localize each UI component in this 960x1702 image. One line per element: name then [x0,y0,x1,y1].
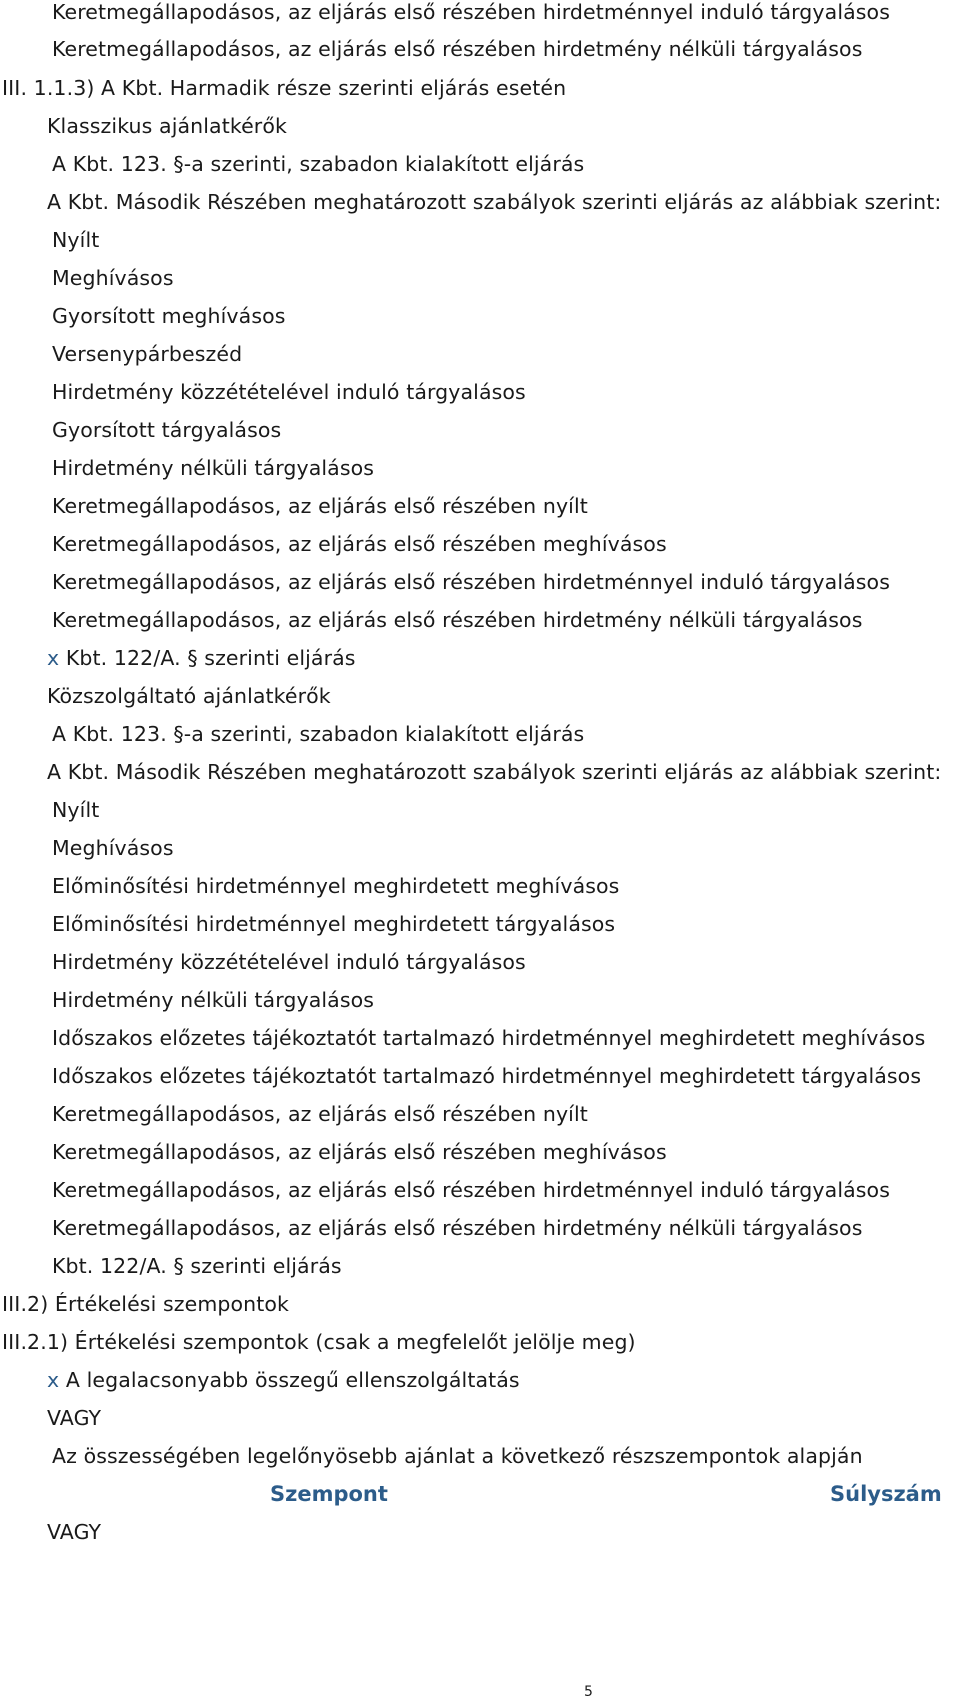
weight-column-header: Súlyszám [830,1482,942,1506]
list-item: Nyílt [52,798,100,822]
list-item: Keretmegállapodásos, az eljárás első részében meghívásos [52,532,667,556]
list-item: Időszakos előzetes tájékoztatót tartalmazó hirdetménnyel meghirdetett meghívásos [52,1026,926,1050]
checked-list-item: x Kbt. 122/A. § szerinti eljárás [47,646,356,670]
list-item: Gyorsított meghívásos [52,304,286,328]
list-item: Meghívásos [52,836,174,860]
list-item: Előminősítési hirdetménnyel meghirdetett tárgyalásos [52,912,616,936]
list-item: Hirdetmény közzétételével induló tárgyalásos [52,950,526,974]
text-line: A Kbt. Második Részében meghatározott szabályok szerinti eljárás az alábbiak szerint: [47,760,942,784]
list-item: Keretmegállapodásos, az eljárás első részében hirdetménnyel induló tárgyalásos [52,1178,890,1202]
list-item: Keretmegállapodásos, az eljárás első részében hirdetmény nélküli tárgyalásos [52,608,863,632]
list-item: Meghívásos [52,266,174,290]
list-item: Előminősítési hirdetménnyel meghirdetett meghívásos [52,874,620,898]
section-heading: III. 1.1.3) A Kbt. Harmadik része szerinti eljárás esetén [2,76,567,100]
separator-text: VAGY [47,1406,102,1430]
text-line: A Kbt. 123. §-a szerinti, szabadon kialakított eljárás [52,152,585,176]
list-item: Gyorsított tárgyalásos [52,418,282,442]
list-item: Hirdetmény közzétételével induló tárgyalásos [52,380,526,404]
check-mark: x [47,646,60,670]
list-item: Keretmegállapodásos, az eljárás első részében hirdetmény nélküli tárgyalásos [52,1216,863,1240]
page-number: 5 [584,1684,593,1700]
text-line: Keretmegállapodásos, az eljárás első részében hirdetmény nélküli tárgyalásos [52,37,863,61]
list-item: Kbt. 122/A. § szerinti eljárás [52,1254,342,1278]
list-item: Keretmegállapodásos, az eljárás első részében nyílt [52,494,588,518]
list-item: Keretmegállapodásos, az eljárás első részében hirdetménnyel induló tárgyalásos [52,570,890,594]
check-mark: x [47,1368,60,1392]
list-item: Keretmegállapodásos, az eljárás első részében meghívásos [52,1140,667,1164]
section-heading: III.2.1) Értékelési szempontok (csak a megfelelőt jelölje meg) [2,1330,636,1354]
separator-text: VAGY [47,1520,102,1544]
list-item: Nyílt [52,228,100,252]
text-line: A Kbt. Második Részében meghatározott szabályok szerinti eljárás az alábbiak szerint: [47,190,942,214]
list-item: Versenypárbeszéd [52,342,243,366]
list-item: Hirdetmény nélküli tárgyalásos [52,988,375,1012]
criteria-column-header: Szempont [270,1482,388,1506]
list-item: Keretmegállapodásos, az eljárás első részében nyílt [52,1102,588,1126]
subheading: Klasszikus ajánlatkérők [47,114,287,138]
text-line: Az összességében legelőnyösebb ajánlat a következő részszempontok alapján [52,1444,863,1468]
text-line: Keretmegállapodásos, az eljárás első részében hirdetménnyel induló tárgyalásos [52,0,890,24]
list-item: Időszakos előzetes tájékoztatót tartalmazó hirdetménnyel meghirdetett tárgyalásos [52,1064,922,1088]
list-item: Hirdetmény nélküli tárgyalásos [52,456,375,480]
checked-list-item: x A legalacsonyabb összegű ellenszolgáltatás [47,1368,520,1392]
subheading: Közszolgáltató ajánlatkérők [47,684,331,708]
text-line: A Kbt. 123. §-a szerinti, szabadon kialakított eljárás [52,722,585,746]
section-heading: III.2) Értékelési szempontok [2,1292,290,1316]
